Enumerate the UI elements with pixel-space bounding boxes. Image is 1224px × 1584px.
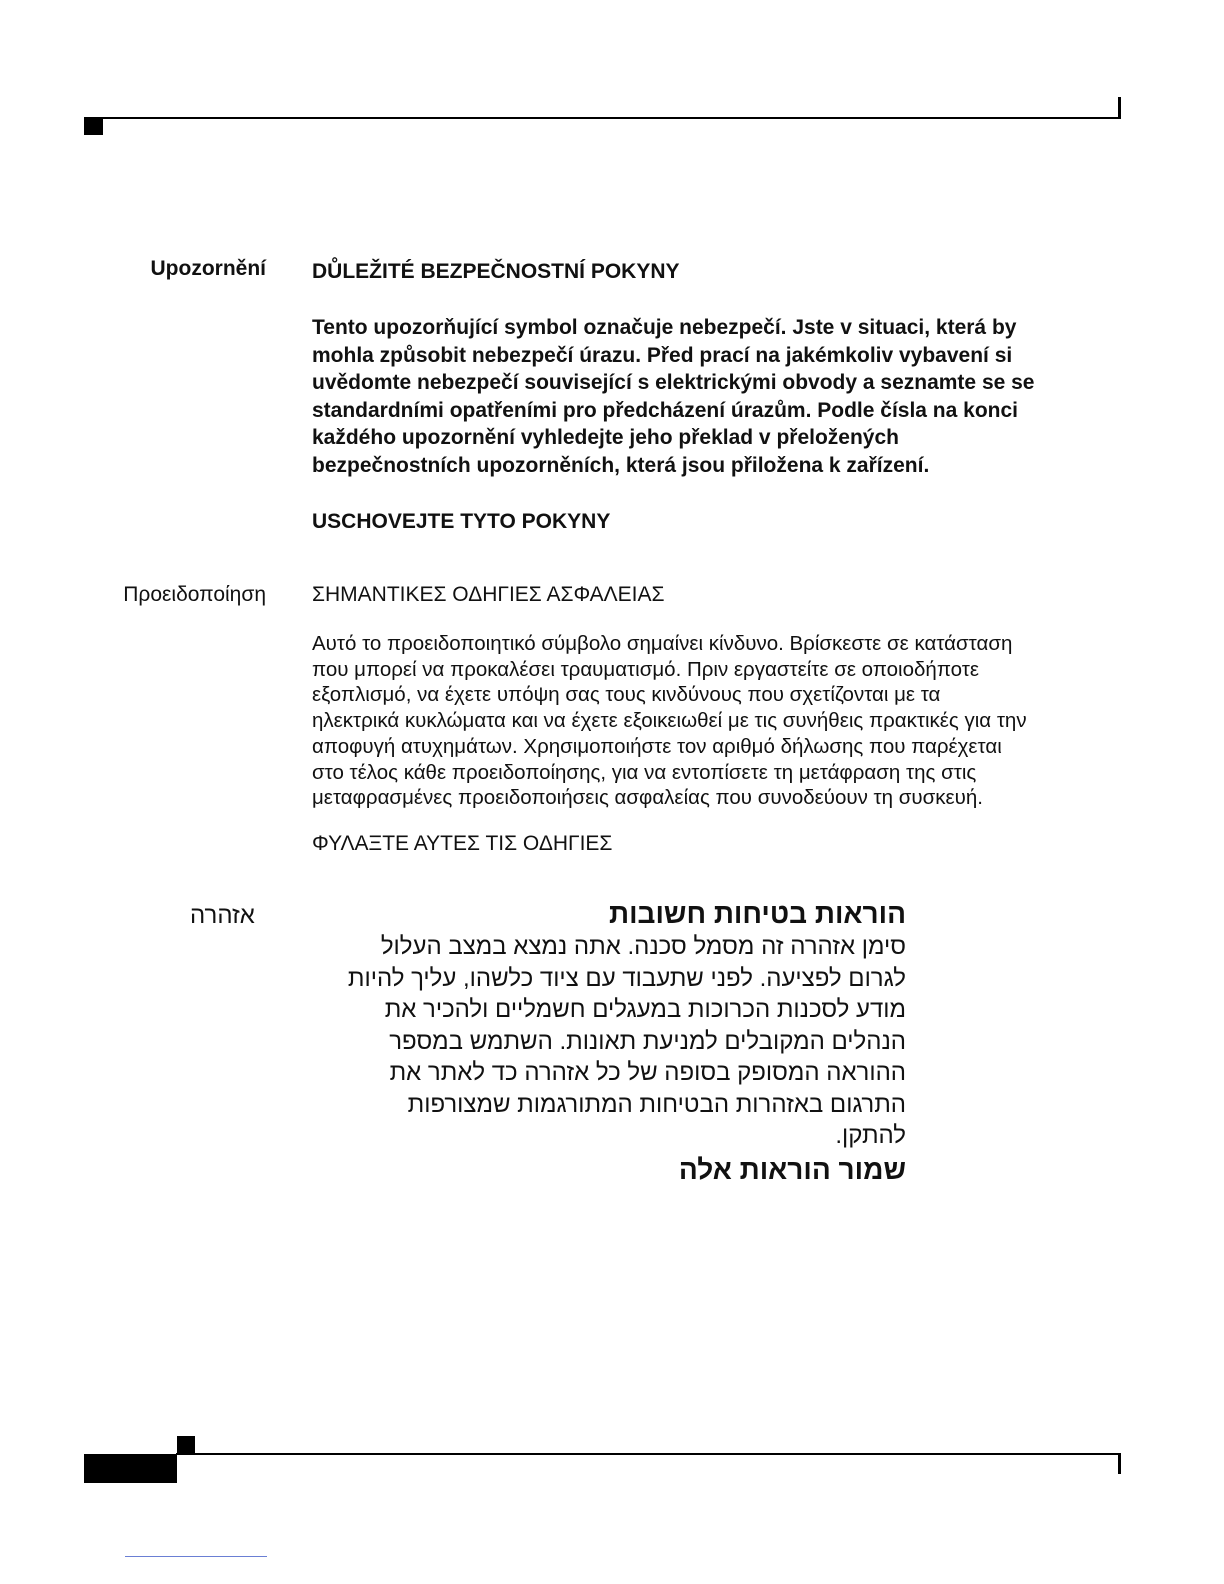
greek-line: στο τέλος κάθε προειδοποίησης, για να εντοπίσετε τη μετάφραση της στις <box>312 760 977 784</box>
greek-line: που μπορεί να προκαλέσει τραυματισμό. Πριν εργαστείτε σε οποιοδήποτε <box>312 657 980 681</box>
bottom-rule <box>176 1453 1121 1455</box>
top-right-tick <box>1118 97 1121 119</box>
czech-line: každého upozornění vyhledejte jeho překlad v přeložených <box>312 426 899 450</box>
hebrew-footer: שמור הוראות אלה <box>678 1153 906 1185</box>
greek-line: ηλεκτρικά κυκλώματα και να έχετε εξοικειωθεί με τις συνήθεις πρακτικές για την <box>312 709 1027 733</box>
czech-line: mohla způsobit nebezpečí úrazu. Před prací na jakémkoliv vybavení si <box>312 343 1013 367</box>
czech-line: standardními opatřeními pro předcházení úrazům. Podle čísla na konci <box>312 398 1018 422</box>
hebrew-line: התרגום באזהרות הבטיחות המתורגמות שמצורפות <box>407 1090 906 1118</box>
hebrew-line: ההוראה המסופק בסופה של כל אזהרה כד לאתר את <box>389 1059 906 1086</box>
greek-label: Προειδοποίηση <box>123 583 266 606</box>
hebrew-line: הנהלים המקובלים למניעת תאונות. השתמש במספר <box>389 1027 906 1055</box>
czech-body <box>312 314 1112 480</box>
czech-line: bezpečnostních upozorněních, která jsou přiložena k zařízení. <box>312 453 930 477</box>
bottom-left-block <box>84 1454 177 1483</box>
bottom-small-marker <box>177 1436 195 1454</box>
hebrew-line: סימן אזהרה זה מסמל סכנה. אתה נמצא במצב העלול <box>380 933 906 960</box>
czech-footer: USCHOVEJTE TYTO POKYNY <box>312 509 611 533</box>
czech-heading: DŮLEŽITÉ BEZPEČNOSTNÍ POKYNY <box>312 260 680 283</box>
top-rule <box>84 117 1121 119</box>
hebrew-line: מודע לסכנות הכרוכות במעגלים חשמליים ולהכיר את <box>384 996 906 1023</box>
greek-body <box>312 631 1112 811</box>
czech-line: Tento upozorňující symbol označuje nebezpečí. Jste v situaci, která by <box>312 316 1017 339</box>
hebrew-body <box>300 931 906 1152</box>
czech-section <box>312 259 1112 535</box>
greek-line: Αυτό το προειδοποιητικό σύμβολο σημαίνει κίνδυνο. Βρίσκεστε σε κατάσταση <box>312 632 1013 655</box>
hebrew-section <box>300 897 906 1188</box>
hebrew-line: להתקן. <box>835 1122 906 1149</box>
greek-line: εξοπλισμό, να έχετε υπόψη σας τους κινδύνους που σχετίζονται με τα <box>312 683 941 707</box>
hebrew-heading: הוראות בטיחות חשובות <box>608 898 906 929</box>
greek-footer: ΦΥΛΑΞΤΕ ΑΥΤΕΣ ΤΙΣ ΟΔΗΓΙΕΣ <box>312 831 613 855</box>
czech-line: uvědomte nebezpečí související s elektrickými obvody a seznamte se se <box>312 371 1035 395</box>
greek-heading: ΣΗΜΑΝΤΙΚΕΣ ΟΔΗΓΙΕΣ ΑΣΦΑΛΕΙΑΣ <box>312 583 665 606</box>
footer-link-underline <box>125 1556 267 1557</box>
hebrew-line: לגרום לפציעה. לפני שתעבוד עם ציוד כלשהו, עליך להיות <box>347 964 906 992</box>
greek-line: μεταφρασμένες προειδοποιήσεις ασφαλείας που συνοδεύουν τη συσκευή. <box>312 786 983 810</box>
top-left-marker <box>84 118 103 135</box>
hebrew-label: אזהרה <box>190 902 255 929</box>
czech-label: Upozornění <box>150 257 266 280</box>
greek-line: αποφυγή ατυχημάτων. Χρησιμοποιήστε τον αριθμό δήλωσης που παρέχεται <box>312 734 1002 758</box>
bottom-right-tick <box>1118 1454 1121 1474</box>
greek-section <box>312 582 1112 857</box>
